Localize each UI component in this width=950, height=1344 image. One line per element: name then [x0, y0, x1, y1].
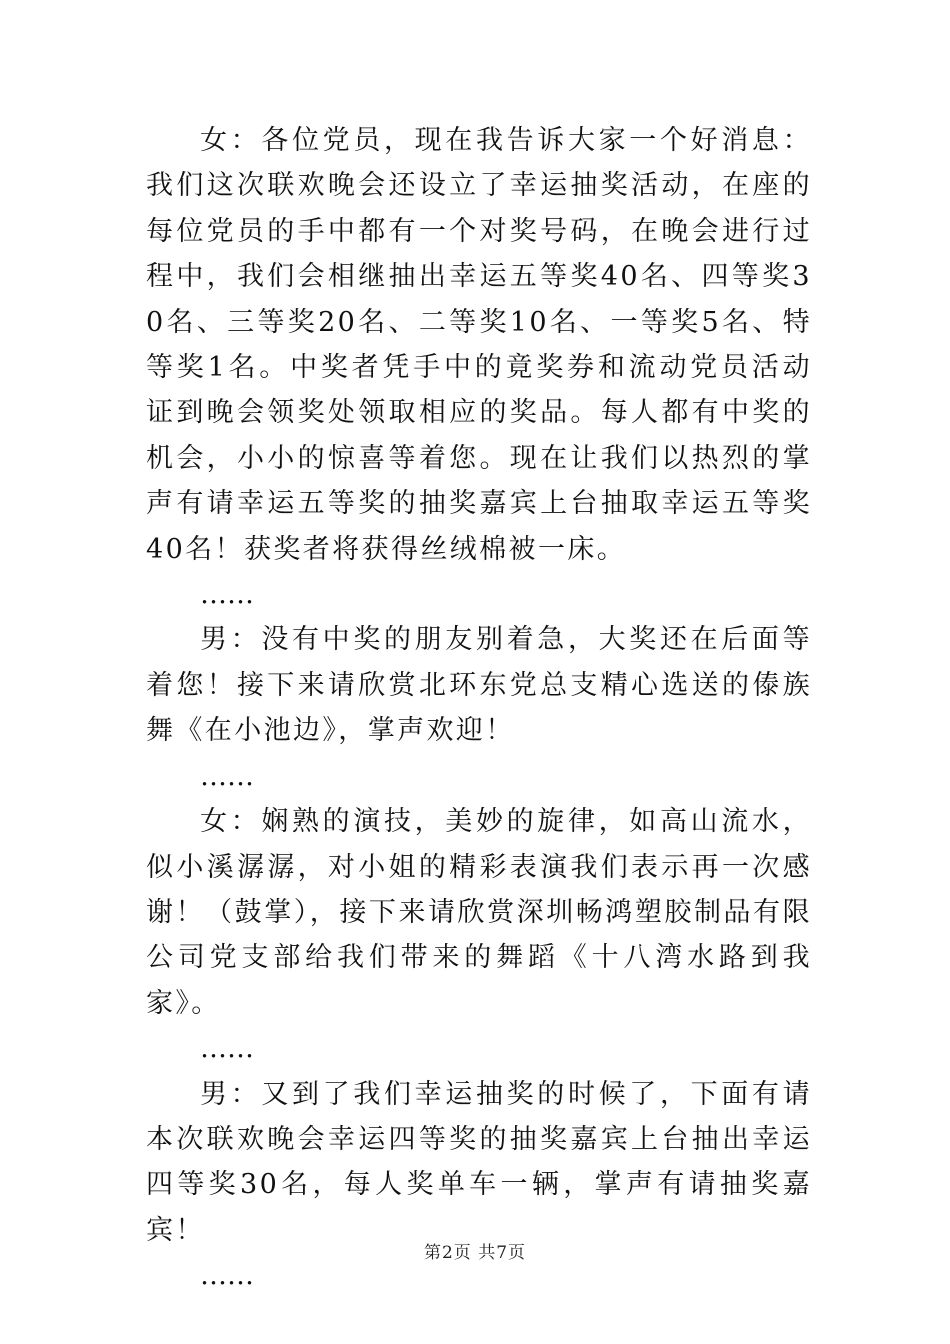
document-body [146, 118, 812, 1299]
page-number-footer: 第2页 共7页 [423, 1243, 527, 1263]
ellipsis-separator: …… [200, 1260, 254, 1292]
paragraph-host-male-dance-intro: 男：没有中奖的朋友别着急，大奖还在后面等着您！接下来请欣赏北环东党总支精心选送的傣族舞《在小池边》，掌声欢迎！ [146, 624, 812, 747]
paragraph-host-male-fourth-prize: 男：又到了我们幸运抽奖的时候了，下面有请本次联欢晚会幸运四等奖的抽奖嘉宾上台抽出幸运四等奖30名，每人奖单车一辆，掌声有请抽奖嘉宾！ [146, 1078, 812, 1246]
ellipsis-separator: …… [200, 760, 254, 792]
paragraph-host-female-thanks: 女：娴熟的演技，美妙的旋律，如高山流水，似小溪潺潺，对小姐的精彩表演我们表示再一次感谢！（鼓掌），接下来请欣赏深圳畅鸿塑胶制品有限公司党支部给我们带来的舞蹈《十八湾水路到我家》。 [146, 806, 812, 1019]
paragraph-host-female-lottery: 女：各位党员，现在我告诉大家一个好消息：我们这次联欢晚会还设立了幸运抽奖活动，在座的每位党员的手中都有一个对奖号码，在晚会进行过程中，我们会相继抽出幸运五等奖40名、四等奖30名、三等奖20名、二等奖10名、一等奖5名、特等奖1名。中奖者凭手中的竟奖券和流动党员活动证到晚会领奖处领取相应的奖品。每人都有中奖的机会，小小的惊喜等着您。现在让我们以热烈的掌声有请幸运五等奖的抽奖嘉宾上台抽取幸运五等奖40名！获奖者将获得丝绒棉被一床。 [146, 125, 812, 565]
ellipsis-separator: …… [200, 579, 254, 611]
ellipsis-separator: …… [200, 1033, 254, 1065]
